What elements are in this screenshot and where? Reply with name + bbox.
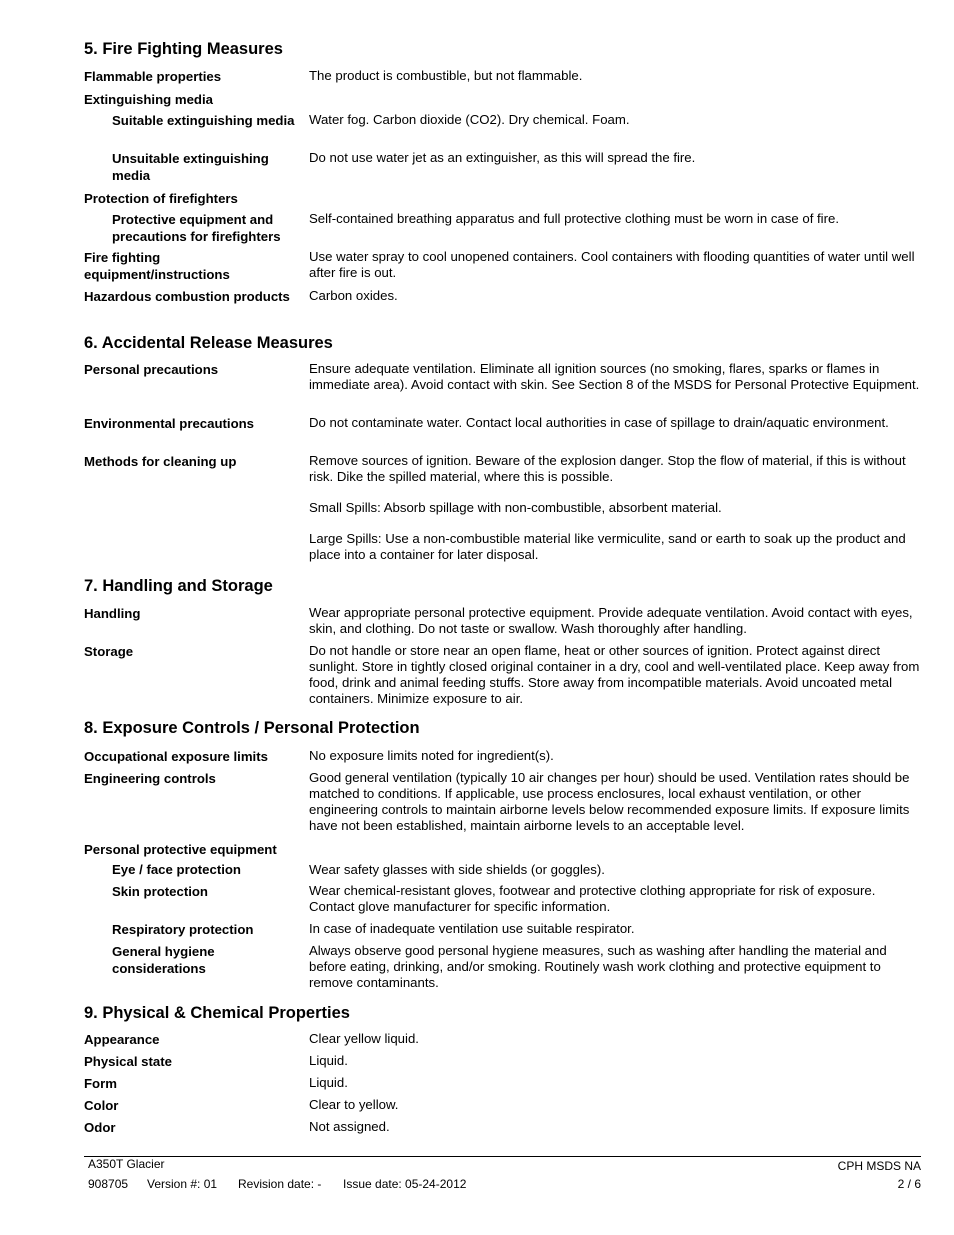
engineering-controls-value: Good general ventilation (typically 10 air changes per hour) should be used. Ventilation rates should be matched to conditions. If applicable, use process enclosures, local exhaust ventilation, or other engineering controls to maintain airborne levels below recommended exposure limits. If exposure limits have not been established, maintain airborne levels to an acceptable level. (309, 770, 910, 833)
section-9-title: 9. Physical & Chemical Properties (84, 1004, 350, 1022)
footer-version: Version #: 01 (147, 1177, 218, 1191)
footer-revision-date: Revision date: - (238, 1177, 322, 1191)
personal-precautions-label: Personal precautions (84, 362, 219, 377)
odor-value: Not assigned. (309, 1119, 390, 1134)
engineering-controls-label: Engineering controls (84, 771, 216, 786)
handling-label: Handling (84, 606, 141, 621)
ppe-label: Personal protective equipment (84, 842, 277, 857)
respiratory-protection-value: In case of inadequate ventilation use suitable respirator. (309, 921, 635, 936)
environmental-precautions-value: Do not contaminate water. Contact local authorities in case of spillage to drain/aquatic environment. (309, 415, 889, 430)
environmental-precautions-label: Environmental precautions (84, 416, 255, 431)
appearance-label: Appearance (84, 1032, 160, 1047)
skin-protection-label: Skin protection (112, 884, 208, 899)
respiratory-protection-label: Respiratory protection (112, 922, 254, 937)
equipment-instructions-label: Fire fighting equipment/instructions (84, 250, 230, 282)
footer-divider (84, 1156, 921, 1157)
section-7-title: 7. Handling and Storage (84, 577, 273, 595)
skin-protection-value: Wear chemical-resistant gloves, footwear and protective clothing appropriate for risk of exposure. Contact glove manufacturer for specific information. (309, 883, 876, 914)
hygiene-value: Always observe good personal hygiene measures, such as washing after handling the material and before eating, drinking, and/or smoking. Routinely wash work clothing and protective equipment to remove contaminants. (309, 943, 887, 990)
section-5-title: 5. Fire Fighting Measures (84, 40, 283, 58)
suitable-media-value: Water fog. Carbon dioxide (CO2). Dry chemical. Foam. (309, 112, 630, 127)
footer-product: A350T Glacier (88, 1157, 165, 1171)
eye-protection-value: Wear safety glasses with side shields (or goggles). (309, 862, 605, 877)
footer-page-number: 2 / 6 (897, 1177, 921, 1191)
extinguishing-media-label: Extinguishing media (84, 92, 213, 107)
cleaning-methods-value (309, 453, 921, 563)
physical-state-value: Liquid. (309, 1053, 348, 1068)
exposure-limits-label: Occupational exposure limits (84, 749, 268, 764)
eye-protection-label: Eye / face protection (112, 862, 241, 877)
firefighter-protection-label: Protection of firefighters (84, 191, 238, 206)
personal-precautions-value: Ensure adequate ventilation. Eliminate all ignition sources (no smoking, flares, sparks or flames in immediate area). Avoid contact with skin. See Section 8 of the MSDS for Personal Protective Equipment. (309, 361, 920, 392)
odor-label: Odor (84, 1120, 116, 1135)
unsuitable-media-value: Do not use water jet as an extinguisher, as this will spread the fire. (309, 150, 696, 165)
protective-equipment-value: Self-contained breathing apparatus and full protective clothing must be worn in case of fire. (309, 211, 840, 226)
footer-format: CPH MSDS NA (837, 1159, 921, 1173)
section-6-title: 6. Accidental Release Measures (84, 334, 333, 352)
hazardous-combustion-label: Hazardous combustion products (84, 289, 290, 304)
form-label: Form (84, 1076, 117, 1091)
footer-issue-date: Issue date: 05-24-2012 (343, 1177, 467, 1191)
suitable-media-label: Suitable extinguishing media (112, 113, 295, 128)
physical-state-label: Physical state (84, 1054, 172, 1069)
cleaning-general-text: Remove sources of ignition. Beware of the explosion danger. Stop the flow of material, if this is without risk. Dike the spilled material, where this is possible. (309, 453, 906, 484)
form-value: Liquid. (309, 1075, 348, 1090)
flammable-properties-value: The product is combustible, but not flammable. (309, 68, 583, 83)
color-value: Clear to yellow. (309, 1097, 399, 1112)
handling-value: Wear appropriate personal protective equipment. Provide adequate ventilation. Avoid contact with eyes, skin, and clothing. Do not taste or swallow. Wash thoroughly after handling. (309, 605, 913, 636)
appearance-value: Clear yellow liquid. (309, 1031, 419, 1046)
equipment-instructions-value: Use water spray to cool unopened containers. Cool containers with flooding quantities of water until well after fire is out. (309, 249, 915, 280)
exposure-limits-value: No exposure limits noted for ingredient(s). (309, 748, 554, 763)
footer-doc-id: 908705 (88, 1177, 129, 1191)
cleaning-large-spills-text: Large Spills: Use a non-combustible material like vermiculite, sand or earth to soak up the product and place into a container for later disposal. (309, 531, 906, 562)
protective-equipment-label: Protective equipment and precautions for firefighters (112, 212, 281, 244)
hygiene-label: General hygiene considerations (112, 944, 215, 976)
cleaning-small-spills-text: Small Spills: Absorb spillage with non-combustible, absorbent material. (309, 500, 722, 515)
storage-value: Do not handle or store near an open flame, heat or other sources of ignition. Protect against direct sunlight. Store in tightly closed original container in a dry, cool and well-ventilated place. Keep away from food, drink and animal feeding stuffs. Store away from incompatible materials. Avoid uncoated metal containers. Minimize exposure to air. (309, 643, 920, 706)
flammable-properties-label: Flammable properties (84, 69, 222, 84)
cleaning-methods-label: Methods for cleaning up (84, 454, 237, 469)
color-label: Color (84, 1098, 119, 1113)
unsuitable-media-label: Unsuitable extinguishing media (112, 151, 269, 183)
storage-label: Storage (84, 644, 134, 659)
hazardous-combustion-value: Carbon oxides. (309, 288, 398, 303)
section-8-title: 8. Exposure Controls / Personal Protection (84, 719, 420, 737)
